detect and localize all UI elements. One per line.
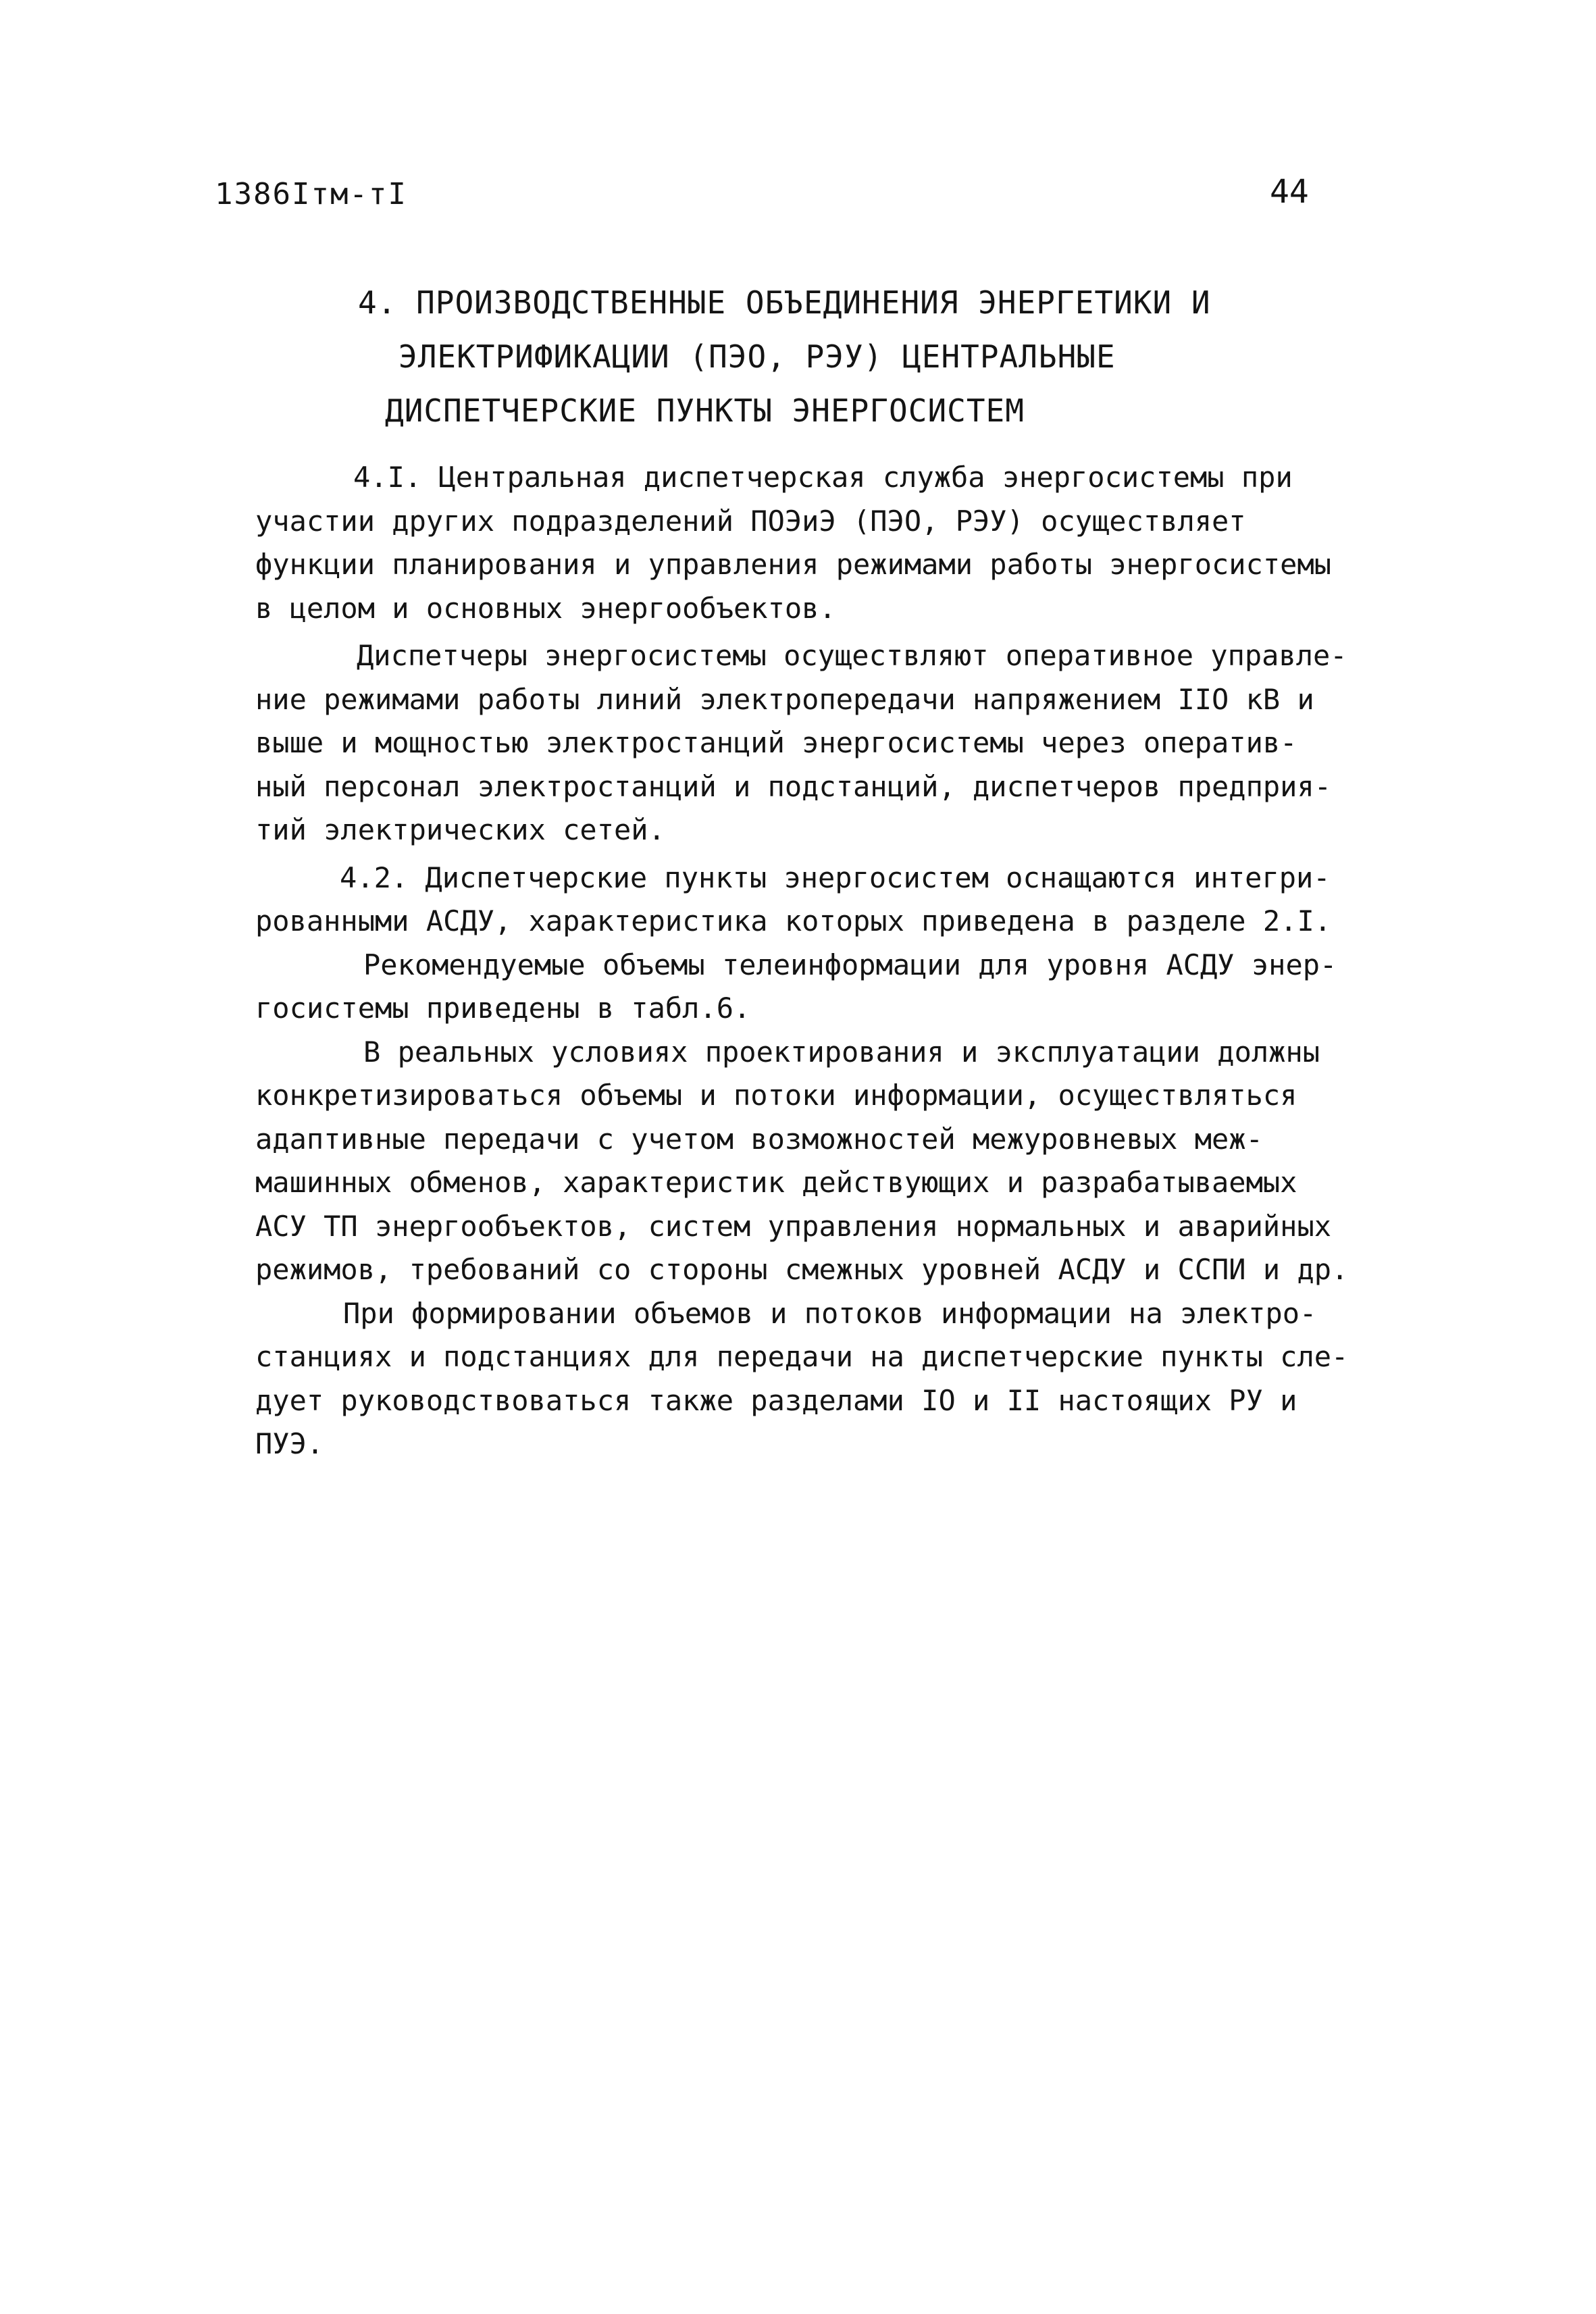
text-line: режимов, требований со стороны смежных уровней АСДУ и ССПИ и др. [255, 1253, 1349, 1286]
heading-line: ДИСПЕТЧЕРСКИЕ ПУНКТЫ ЭНЕРГОСИСТЕМ [385, 392, 1025, 429]
text-line: госистемы приведены в табл.6. [255, 992, 751, 1025]
text-line: ПУЭ. [255, 1427, 324, 1460]
text-line: дует руководствоваться также разделами IO и II настоящих РУ и [255, 1383, 1297, 1417]
paragraph-real-conditions [255, 1031, 1464, 1292]
text-line: В реальных условиях проектирования и эксплуатации должны [363, 1035, 1320, 1069]
section-heading [358, 276, 1304, 438]
text-line: конкретизироваться объемы и потоки информации, осуществляться [255, 1079, 1297, 1112]
text-line: адаптивные передачи с учетом возможностей межуровневых меж- [255, 1122, 1263, 1156]
text-line: АСУ ТП энергообъектов, систем управления нормальных и аварийных [255, 1209, 1332, 1243]
text-line: машинных обменов, характеристик действующих и разрабатываемых [255, 1166, 1297, 1199]
text-line: 4.2. Диспетчерские пункты энергосистем оснащаются интегри- [340, 860, 1331, 894]
text-line: функции планирования и управления режимами работы энергосистемы [255, 548, 1332, 581]
text-line: в целом и основных энергообъектов. [255, 591, 836, 625]
paragraph-dispatchers [255, 634, 1464, 852]
text-line: При формировании объемов и потоков информации на электро- [343, 1296, 1317, 1330]
heading-line: 4. ПРОИЗВОДСТВЕННЫЕ ОБЪЕДИНЕНИЯ ЭНЕРГЕТИКИ И [358, 284, 1211, 321]
paragraph-recommended-volumes [255, 944, 1464, 1031]
text-line: 4.I. Центральная диспетчерская служба энергосистемы при [353, 461, 1293, 494]
paragraph-4-1 [255, 456, 1464, 630]
text-line: Рекомендуемые объемы телеинформации для уровня АСДУ энер- [363, 948, 1337, 981]
text-line: выше и мощностью электростанций энергосистемы через оператив- [255, 726, 1297, 759]
text-line: тий электрических сетей. [255, 813, 665, 846]
text-line: Диспетчеры энергосистемы осуществляют оперативное управле- [357, 639, 1347, 672]
text-line: участии других подразделений ПОЭиЭ (ПЭО, РЭУ) осуществляет [255, 504, 1246, 538]
heading-line: ЭЛЕКТРИФИКАЦИИ (ПЭО, РЭУ) ЦЕНТРАЛЬНЫЕ [398, 338, 1116, 375]
text-line: рованными АСДУ, характеристика которых приведена в разделе 2.I. [255, 904, 1332, 937]
text-line: ный персонал электростанций и подстанций, диспетчеров предприя- [255, 769, 1332, 803]
document-code: 1386Iтм-тI [215, 177, 407, 211]
page-number: 44 [1270, 173, 1309, 211]
paragraph-4-2 [255, 856, 1464, 944]
section-body [255, 456, 1464, 1466]
paragraph-formation [255, 1292, 1464, 1466]
text-line: станциях и подстанциях для передачи на диспетчерские пункты сле- [255, 1340, 1349, 1373]
text-line: ние режимами работы линий электропередачи напряжением IIO кВ и [255, 682, 1314, 716]
